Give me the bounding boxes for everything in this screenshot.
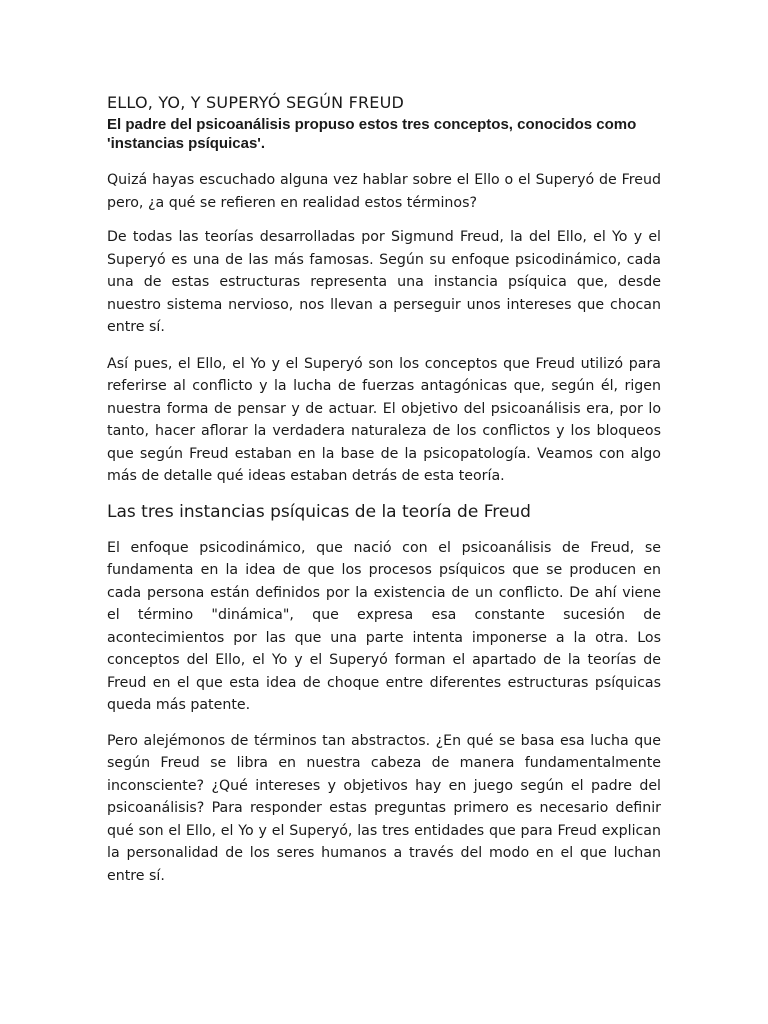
document-subtitle: El padre del psicoanálisis propuso estos tres conceptos, conocidos como 'instancias psíquicas'. bbox=[107, 116, 637, 152]
document-page bbox=[107, 92, 661, 887]
paragraph-theories: De todas las teorías desarrolladas por Sigmund Freud, la del Ello, el Yo y el Superyó es una de las más famosas. Según su enfoque psicodinámico, cada una de estas estructuras representa una instancia psíquica que, desde nuestro sistema nervioso, nos llevan a perseguir unos intereses que chocan entre sí. bbox=[107, 229, 661, 335]
paragraph-psychodynamic: El enfoque psicodinámico, que nació con el psicoanálisis de Freud, se fundamenta en la idea de que los procesos psíquicos que se producen en cada persona están definidos por la existencia de un conflicto. De ahí viene el término "dinámica", que expresa esa constante sucesión de acontecimientos por las que una parte intenta imponerse a la otra. Los conceptos del Ello, el Yo y el Superyó forman el apartado de la teorías de Freud en el que esta idea de choque entre diferentes estructuras psíquicas queda más patente. bbox=[107, 539, 661, 713]
document-title: ELLO, YO, Y SUPERYÓ SEGÚN FREUD bbox=[107, 93, 405, 112]
section-heading: Las tres instancias psíquicas de la teoría de Freud bbox=[107, 501, 531, 522]
paragraph-intro: Quizá hayas escuchado alguna vez hablar sobre el Ello o el Superyó de Freud pero, ¿a qué se refieren en realidad estos términos? bbox=[107, 172, 661, 211]
paragraph-abstract-terms: Pero alejémonos de términos tan abstractos. ¿En qué se basa esa lucha que según Freud se libra en nuestra cabeza de manera fundamentalmente inconsciente? ¿Qué intereses y objetivos hay en juego según el padre del psicoanálisis? Para responder estas preguntas primero es necesario definir qué son el Ello, el Yo y el Superyó, las tres entidades que para Freud explican la personalidad de los seres humanos a través del modo en el que luchan entre sí. bbox=[107, 732, 661, 884]
paragraph-conflict: Así pues, el Ello, el Yo y el Superyó son los conceptos que Freud utilizó para referirse al conflicto y la lucha de fuerzas antagónicas que, según él, rigen nuestra forma de pensar y de actuar. El objetivo del psicoanálisis era, por lo tanto, hacer aflorar la verdadera naturaleza de los conflictos y los bloqueos que según Freud estaban en la base de la psicopatología. Veamos con algo más de detalle qué ideas estaban detrás de esta teoría. bbox=[107, 355, 661, 484]
